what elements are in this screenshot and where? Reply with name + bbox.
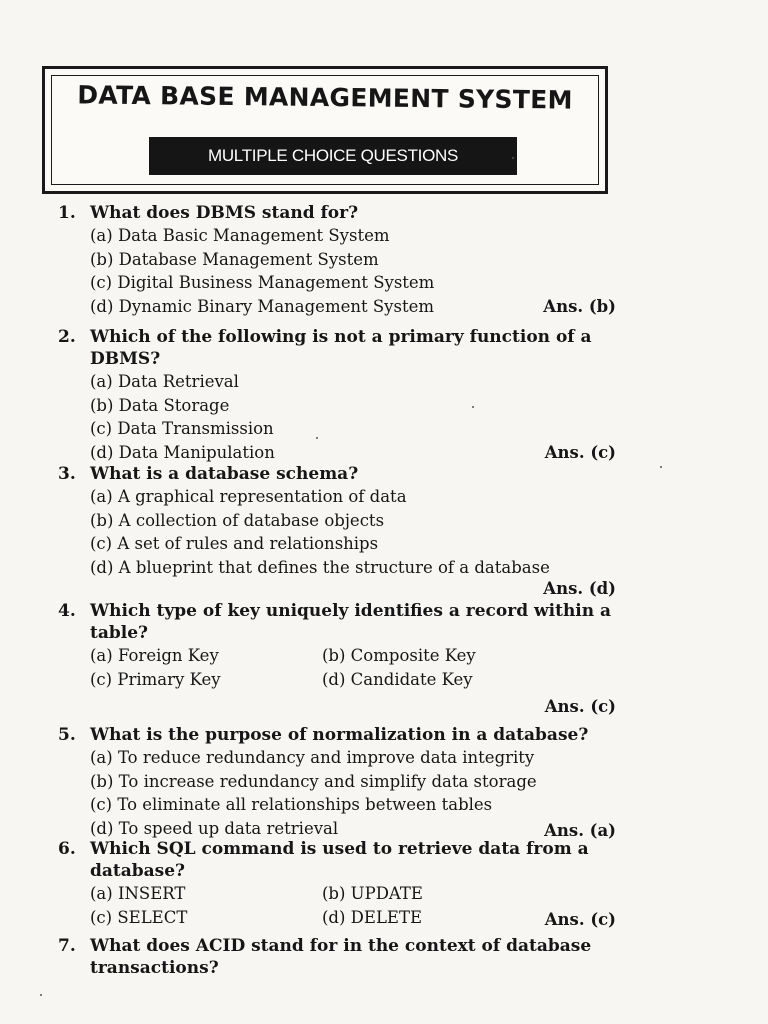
answer-label: Ans. (b): [543, 296, 616, 316]
question-number: 6.: [58, 839, 76, 859]
answer-label: Ans. (d): [543, 579, 616, 598]
question-stem: [58, 724, 628, 746]
option-a: (a) A graphical representation of data: [90, 487, 407, 506]
question-1: [58, 202, 628, 318]
question-number: 4.: [58, 601, 76, 621]
question-3: [58, 463, 628, 601]
scan-speck: [472, 406, 474, 408]
option-a: (a) Data Basic Management System: [90, 226, 390, 245]
option-d: [58, 295, 628, 319]
scan-speck: [40, 994, 42, 996]
option-d-text: (d) Data Manipulation: [90, 442, 275, 462]
option-c: (c) Data Transmission: [90, 419, 274, 438]
question-number: 1.: [58, 203, 76, 223]
option-a: (a) Data Retrieval: [90, 372, 239, 391]
option-c: (c) Primary Key: [90, 669, 221, 689]
scan-speck: [660, 466, 662, 468]
question-text: What is a database schema?: [90, 464, 359, 484]
option-b: (b) A collection of database objects: [90, 510, 385, 530]
option-d-text: (d) To speed up data retrieval: [90, 818, 339, 838]
question-6: [58, 838, 628, 929]
options-row-1: [58, 882, 628, 906]
scan-speck: [512, 157, 514, 159]
option-c: (c) To eliminate all relationships between tables: [90, 795, 493, 814]
question-number: 7.: [58, 936, 76, 956]
answer-label: Ans. (c): [544, 442, 616, 462]
question-text: Which SQL command is used to retrieve data from a database?: [90, 839, 589, 881]
question-number: 5.: [58, 725, 76, 745]
question-number: 3.: [58, 464, 76, 484]
options-row-1: [58, 644, 628, 668]
option-d: [58, 441, 628, 465]
answer-label: Ans. (c): [544, 909, 616, 929]
option-d: [58, 817, 628, 841]
option-b: (b) UPDATE: [322, 884, 423, 903]
question-number: 2.: [58, 327, 76, 347]
page-title: DATA BASE MANAGEMENT SYSTEM: [77, 80, 573, 115]
scan-speck: [316, 437, 318, 439]
answer-label: Ans. (c): [544, 697, 616, 716]
option-d-text: (d) Dynamic Binary Management System: [90, 296, 434, 316]
question-4: [58, 600, 628, 717]
question-7: [58, 935, 628, 979]
option-a: (a) INSERT: [90, 884, 186, 903]
option-b: (b) Data Storage: [90, 395, 230, 415]
question-stem: [58, 600, 628, 644]
option-d: (d) Candidate Key: [322, 669, 473, 689]
option-a: (a) To reduce redundancy and improve data integrity: [90, 748, 535, 767]
question-stem: [58, 463, 628, 485]
answer-row: [58, 579, 628, 601]
options-row-2: [58, 906, 628, 930]
question-2: [58, 326, 628, 464]
options-row-2: [58, 668, 628, 692]
question-text: What does DBMS stand for?: [90, 203, 359, 223]
question-stem: [58, 838, 628, 882]
question-text: What does ACID stand for in the context of database transactions?: [90, 936, 592, 978]
question-text: Which of the following is not a primary function of a DBMS?: [90, 327, 592, 369]
title-frame: [42, 66, 608, 194]
option-d: (d) DELETE: [322, 907, 423, 927]
answer-row: [58, 691, 628, 717]
option-c: (c) A set of rules and relationships: [90, 534, 379, 553]
question-text: What is the purpose of normalization in a database?: [90, 725, 589, 745]
option-c: (c) SELECT: [90, 907, 188, 927]
answer-label: Ans. (a): [544, 820, 616, 840]
question-stem: [58, 202, 628, 224]
option-d: (d) A blueprint that defines the structure of a database: [90, 557, 550, 577]
option-b: (b) To increase redundancy and simplify data storage: [90, 771, 537, 791]
question-text: Which type of key uniquely identifies a record within a table?: [90, 601, 612, 643]
section-subtitle: MULTIPLE CHOICE QUESTIONS: [149, 137, 517, 175]
option-a: (a) Foreign Key: [90, 646, 219, 665]
question-5: [58, 724, 628, 840]
option-b: (b) Database Management System: [90, 249, 379, 269]
question-stem: [58, 935, 628, 979]
option-c: (c) Digital Business Management System: [90, 273, 435, 292]
option-b: (b) Composite Key: [322, 646, 476, 665]
question-stem: [58, 326, 628, 370]
